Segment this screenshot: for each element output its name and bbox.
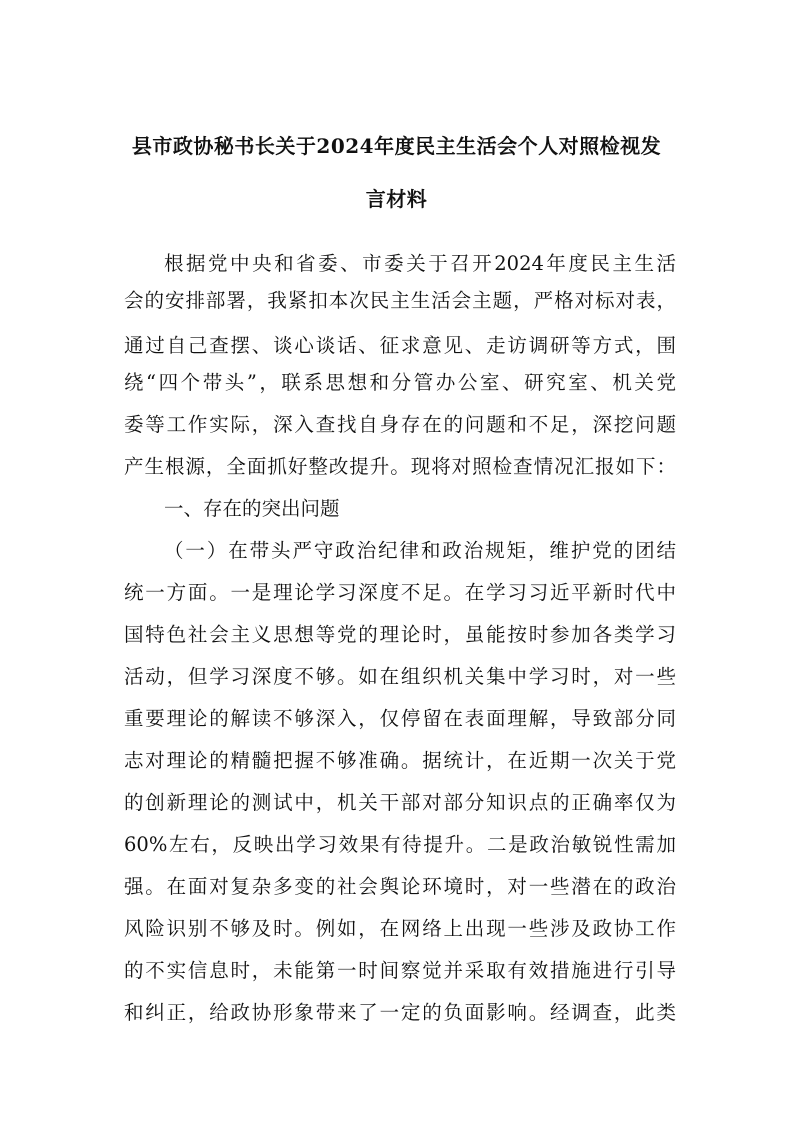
paragraph-line: 通过自己查摆、谈心谈话、征求意见、走访调研等方式，围 <box>124 334 676 357</box>
paragraph-line: 活动，但学习深度不够。如在组织机关集中学习时，对一些 <box>124 665 676 688</box>
paragraph-line: 统一方面。一是理论学习深度不足。在学习习近平新时代中 <box>124 581 676 604</box>
paragraph-line: 和纠正，给政协形象带来了一定的负面影响。经调查，此类 <box>124 1001 676 1024</box>
paragraph-line: 60%左右，反映出学习效果有待提升。二是政治敏锐性需加 <box>124 833 676 856</box>
paragraph-line: 国特色社会主义思想等党的理论时，虽能按时参加各类学习 <box>124 623 676 646</box>
document-title-line-2: 言材料 <box>365 187 428 211</box>
paragraph-line: 委等工作实际，深入查找自身存在的问题和不足，深挖问题 <box>124 413 676 436</box>
section-heading: 一、存在的突出问题 <box>164 497 340 520</box>
paragraph-line: 强。在面对复杂多变的社会舆论环境时，对一些潜在的政治 <box>124 875 676 898</box>
paragraph-line: 重要理论的解读不够深入，仅停留在表面理解，导致部分同 <box>124 707 676 730</box>
paragraph-line: 的创新理论的测试中，机关干部对部分知识点的正确率仅为 <box>124 791 676 814</box>
paragraph-line: 志对理论的精髓把握不够准确。据统计，在近期一次关于党 <box>124 749 676 772</box>
paragraph-line: 根据党中央和省委、市委关于召开2024年度民主生活 <box>164 252 676 275</box>
paragraph-line: 绕“四个带头”，联系思想和分管办公室、研究室、机关党 <box>124 371 676 394</box>
paragraph-line: 的不实信息时，未能第一时间察觉并采取有效措施进行引导 <box>124 959 676 982</box>
document-title-line-1: 县市政协秘书长关于2024年度民主生活会个人对照检视发 <box>131 134 662 158</box>
paragraph-line: 风险识别不够及时。例如，在网络上出现一些涉及政协工作 <box>124 917 676 940</box>
paragraph-line: 会的安排部署，我紧扣本次民主生活会主题，严格对标对表， <box>124 289 676 312</box>
paragraph-line: 产生根源，全面抓好整改提升。现将对照检查情况汇报如下： <box>124 455 676 478</box>
paragraph-line: （一）在带头严守政治纪律和政治规矩，维护党的团结 <box>164 539 676 562</box>
